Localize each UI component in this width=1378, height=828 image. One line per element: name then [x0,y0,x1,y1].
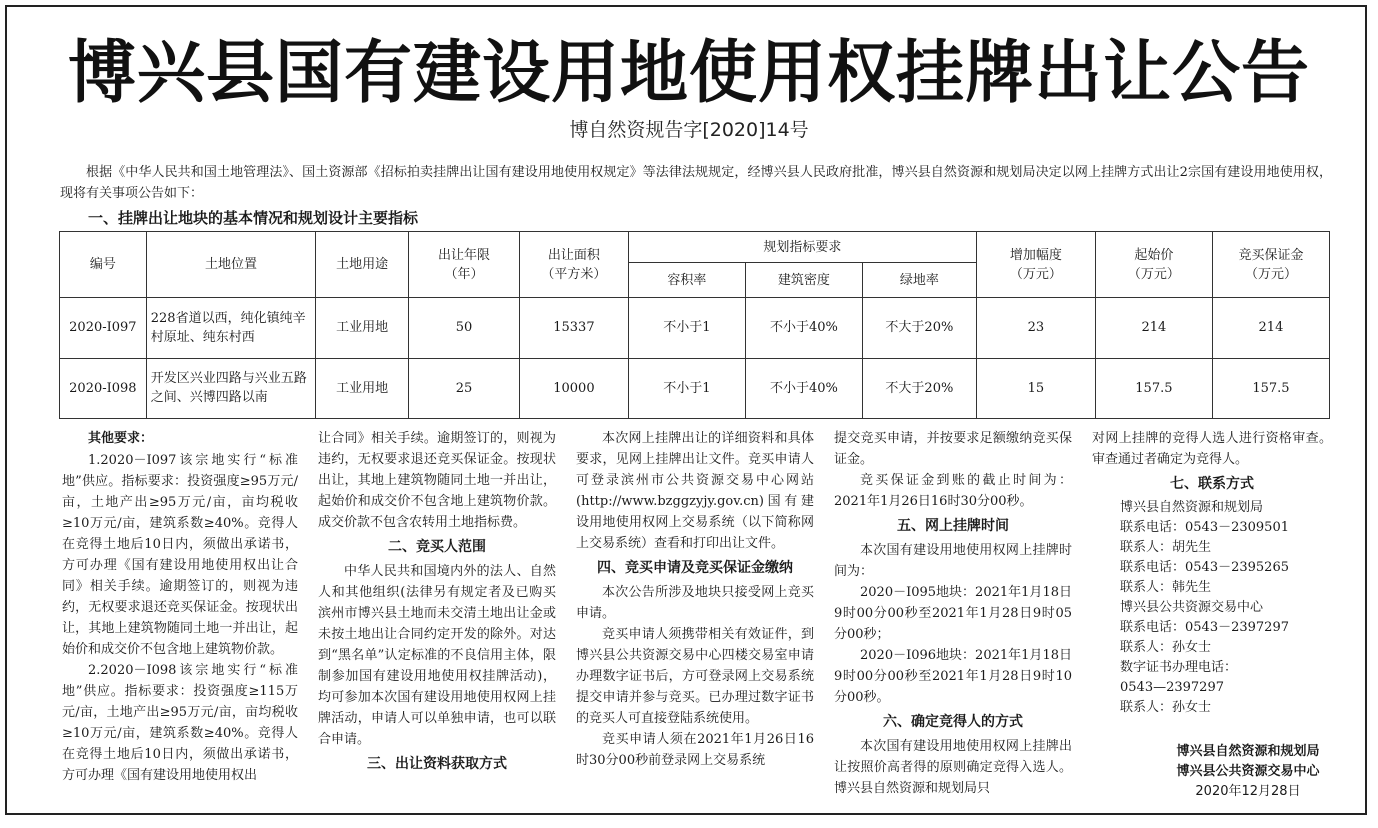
header-location: 土地位置 [146,232,315,298]
bidder-scope-text: 中华人民共和国境内外的法人、自然人和其他组织(法律另有规定者及已购买滨州市博兴县土地而未交清土地出让金或未按土地出让合同约定开发的除外。对达到“黑名单”认定标准的不良信用主体，限制参加国有建设用地使用权挂牌活动)，均可参加本次国有建设用地使用权网上挂牌活动，申请人可以单独申请，也可以联合申请。 [318,564,556,747]
section-3-heading: 三、出让资料获取方式 [367,756,507,772]
materials-text: 本次网上挂牌出让的详细资料和具体要求，见网上挂牌出让文件。竞买申请人可登录滨州市公共资源交易中心网站(http://www.bzggzyjy.gov.cn)国有建设用地使用权网上交易系统（以下简称网上交易系统）查看和打印出让文件。 [576,431,814,551]
contact-line: 联系人：韩先生 [1120,580,1212,595]
contact-line: 博兴县自然资源和规划局 [1120,500,1264,515]
contact-list [1092,498,1332,718]
signature-org-1: 博兴县自然资源和规划局 [1176,744,1320,759]
column-3 [576,428,814,771]
signature-block [1148,742,1348,802]
listing-time-i095: 2020－I095地块：2021年1月18日9时00分00秒至2021年1月28日9时05分00秒； [834,585,1072,642]
section-2-heading: 二、竞买人范围 [388,539,486,555]
listing-time-i096: 2020－I096地块：2021年1月18日9时00分00秒至2021年1月28日9时10分00秒。 [834,648,1072,705]
column-1 [62,428,298,786]
column-2 [318,428,556,778]
document-number: 博自然资规告字[2020]14号 [569,119,809,141]
application-text-cont: 提交竞买申请，并按要求足额缴纳竞买保证金。 [834,431,1072,467]
application-text-2: 竞买申请人须携带相关有效证件，到博兴县公共资源交易中心四楼交易室申请办理数字证书后，方可登录网上交易系统提交申请并参与竞买。已办理过数字证书的竞买人可直接登陆系统使用。 [576,627,814,726]
listing-time-intro: 本次国有建设用地使用权网上挂牌时间为： [834,543,1072,579]
section-4-heading: 四、竞买申请及竞买保证金缴纳 [597,560,793,576]
intro-paragraph: 根据《中华人民共和国土地管理法》、国土资源部《招标拍卖挂牌出让国有建设用地使用权规定》等法律法规规定，经博兴县人民政府批准，博兴县自然资源和规划局决定以网上挂牌方式出让2宗国有建设用地使用权，现将有关事项公告如下： [60,165,1332,201]
land-plots-table [59,231,1330,419]
other-requirements-heading: 其他要求： [88,431,154,446]
table-row: 2020-I097 228省道以西，纯化镇纯辛村原址、纯东村西 工业用地 50 15337 不小于1 不小于40% 不大于20% 23 214 214 [60,298,1330,359]
section-7-heading: 七、联系方式 [1170,476,1254,492]
contact-line: 联系电话：0543－2397297 [1120,620,1289,635]
column-5 [1092,428,1332,718]
header-start-price: 起始价 （万元） [1095,232,1212,298]
section-6-heading: 六、确定竞得人的方式 [883,714,1023,730]
header-green: 绿地率 [862,263,976,298]
header-term: 出让年限 （年） [409,232,520,298]
section-5-heading: 五、网上挂牌时间 [897,518,1009,534]
header-id: 编号 [60,232,147,298]
contact-line: 联系人：孙女士 [1120,700,1212,715]
header-far: 容积率 [628,263,745,298]
contact-line: 联系人：胡先生 [1120,540,1212,555]
contact-line: 联系人：孙女士 [1120,640,1212,655]
requirement-2-cont: 让合同》相关手续。逾期签订的，则视为违约，无权要求退还竞买保证金。按现状出让，其地上建筑物随同土地一并出让，起始价和成交价不包含地上建筑物价款。成交价款不包含农转用土地指标费。 [318,431,556,530]
contact-line: 博兴县公共资源交易中心 [1120,600,1264,615]
header-deposit: 竞买保证金 （万元） [1212,232,1329,298]
winner-method-text: 本次国有建设用地使用权网上挂牌出让按照价高者得的原则确定竞得入选人。博兴县自然资源和规划局只 [834,739,1072,796]
contact-line: 0543—2397297 [1120,680,1224,695]
deposit-deadline-text: 竞买保证金到账的截止时间为：2021年1月26日16时30分00秒。 [834,473,1072,509]
section-1-heading: 一、挂牌出让地块的基本情况和规划设计主要指标 [88,209,419,227]
header-density: 建筑密度 [745,263,862,298]
application-text-3: 竞买申请人须在2021年1月26日16时30分00秒前登录网上交易系统 [576,732,814,768]
application-text-1: 本次公告所涉及地块只接受网上竞买申请。 [576,585,814,621]
contact-line: 联系电话：0543－2395265 [1120,560,1289,575]
signature-org-2: 博兴县公共资源交易中心 [1176,764,1320,779]
header-planning: 规划指标要求 [628,232,976,263]
column-4 [834,428,1072,799]
header-area: 出让面积 （平方米） [519,232,628,298]
contact-line: 联系电话：0543－2309501 [1120,520,1289,535]
requirement-2: 2.2020－I098该宗地实行“标准地”供应。指标要求：投资强度≥115万元/亩，土地产出≥95万元/亩，亩均税收≥10万元/亩，建筑系数≥40%。竞得人在竞得土地后10日内，须做出承诺书，方可办理《国有建设用地使用权出 [62,663,298,783]
header-increment: 增加幅度 （万元） [976,232,1095,298]
signature-date: 2020年12月28日 [1195,784,1301,799]
contact-line: 数字证书办理电话： [1120,660,1238,675]
table-row: 2020-I098 开发区兴业四路与兴业五路之间、兴博四路以南 工业用地 25 10000 不小于1 不小于40% 不大于20% 15 157.5 157.5 [60,358,1330,419]
page-title: 博兴县国有建设用地使用权挂牌出让公告 [67,34,1310,113]
header-use: 土地用途 [316,232,409,298]
requirement-1: 1.2020－I097该宗地实行“标准地”供应。指标要求：投资强度≥95万元/亩，土地产出≥95万元/亩，亩均税收≥10万元/亩，建筑系数≥40%。竞得人在竞得土地后10日内，须做出承诺书，方可办理《国有建设用地使用权出让合同》相关手续。逾期签订的，则视为违约，无权要求退还竞买保证金。按现状出让，其地上建筑物随同土地一并出让，起始价和成交价不包含地上建筑物价款。 [62,453,298,657]
winner-method-cont: 对网上挂牌的竞得人选人进行资格审查。审查通过者确定为竞得人。 [1092,431,1332,467]
